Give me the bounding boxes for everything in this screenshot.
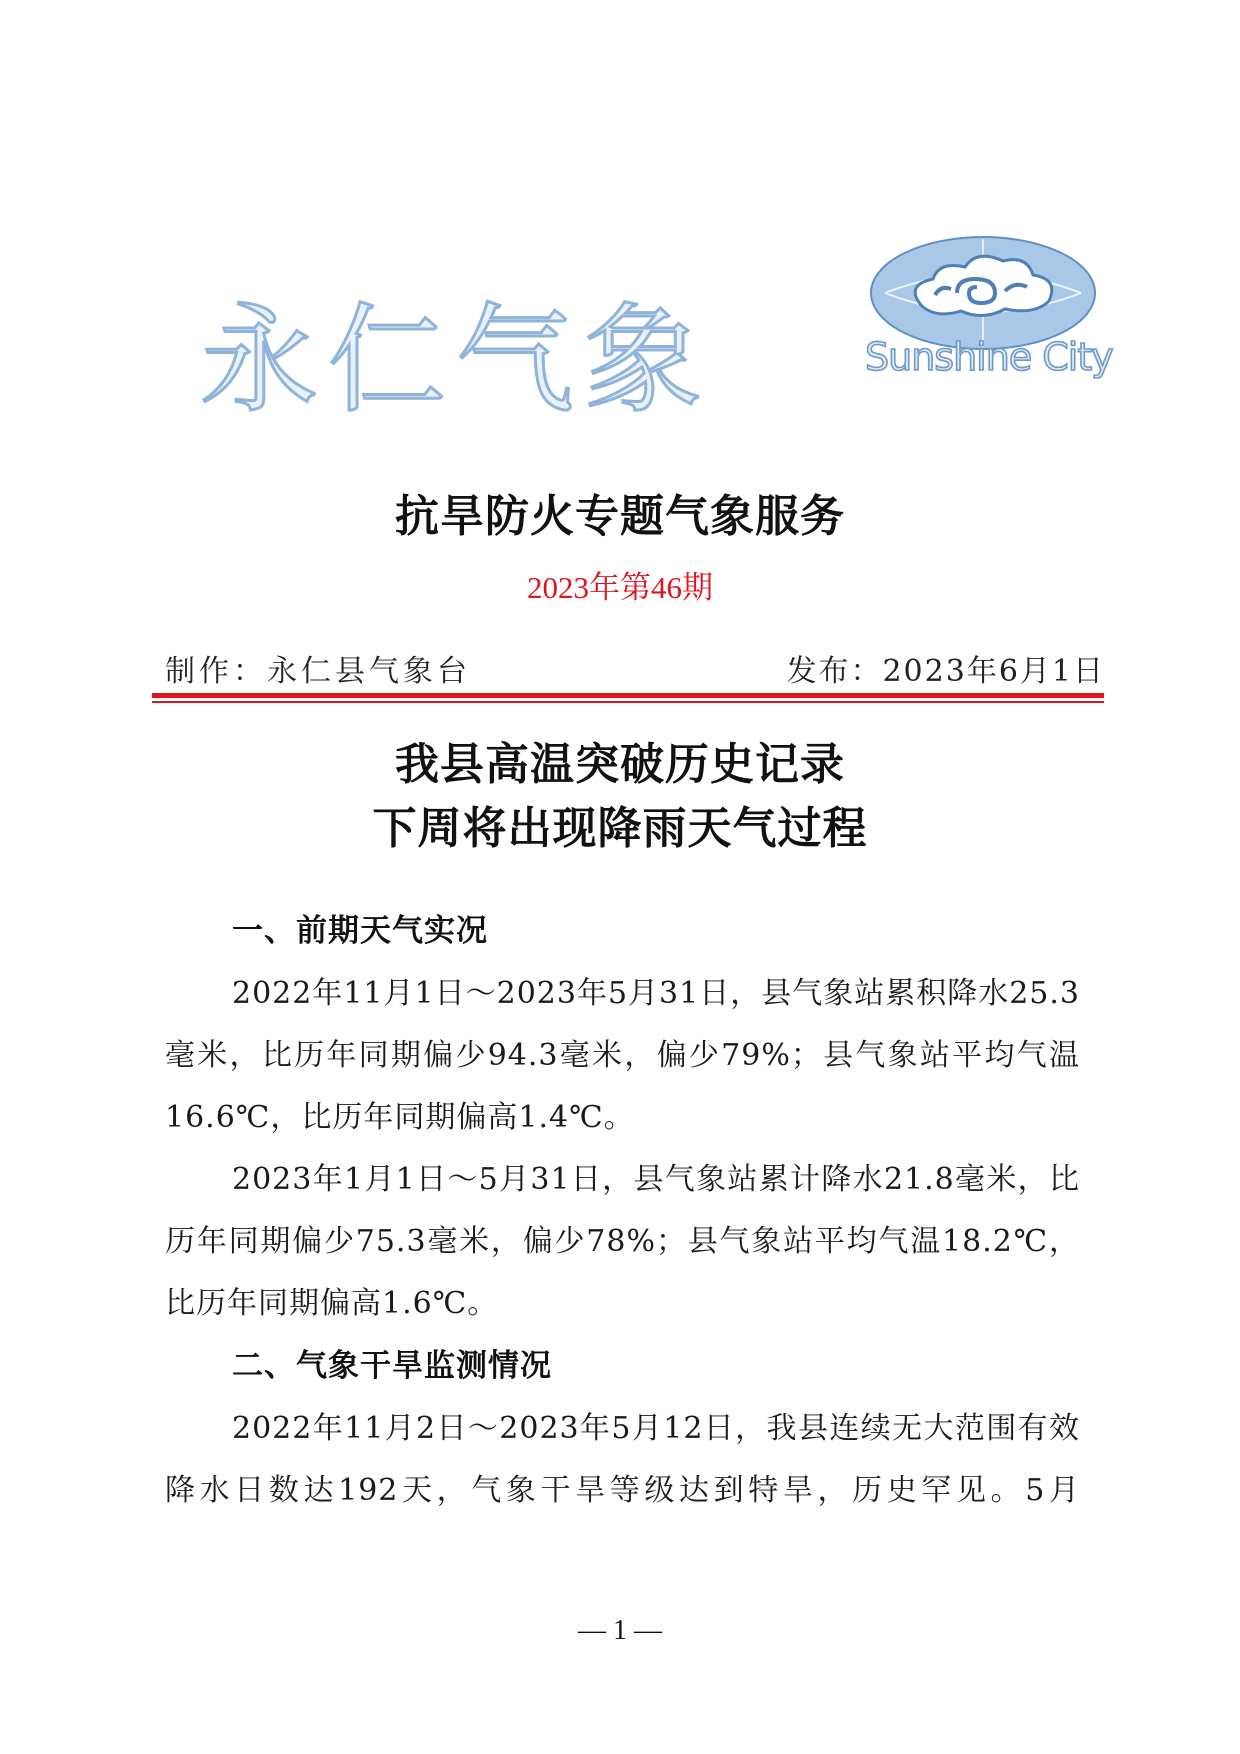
release-date: 发布：2023年6月1日 — [786, 654, 1105, 689]
cloud-emblem-icon — [865, 235, 1113, 410]
section-heading: 二、气象干旱监测情况 — [232, 1348, 552, 1384]
paragraph-line: 降水日数达192天，气象干旱等级达到特旱，历史罕见。5月 — [165, 1473, 1080, 1508]
paragraph-line: 2022年11月1日～2023年5月31日，县气象站累积降水25.3 — [232, 976, 1081, 1011]
masthead-title: 永仁气象 — [200, 291, 713, 429]
meta-row — [165, 646, 1105, 689]
headline-line-2: 下周将出现降雨天气过程 — [372, 803, 868, 854]
paragraph-line: 2023年1月1日～5月31日，县气象站累计降水21.8毫米，比 — [232, 1162, 1080, 1197]
paragraph-line: 历年同期偏少75.3毫米，偏少78%；县气象站平均气温18.2℃， — [165, 1224, 1080, 1259]
producer-label: 制作：永仁县气象台 — [165, 654, 471, 689]
paragraph-line: 比历年同期偏高1.6℃。 — [165, 1286, 499, 1321]
logo-caption: Sunshine City — [865, 335, 1113, 379]
paragraph-line: 2022年11月2日～2023年5月12日，我县连续无大范围有效 — [232, 1411, 1080, 1446]
sunshine-city-logo — [865, 235, 1113, 410]
section-heading: 一、前期天气实况 — [232, 913, 488, 949]
headline-line-1: 我县高温突破历史记录 — [395, 739, 845, 790]
bulletin-title: 抗旱防火专题气象服务 — [395, 491, 845, 542]
issue-number: 2023年第46期 — [527, 570, 713, 605]
header-rule-thin — [152, 701, 1104, 703]
masthead — [200, 235, 1113, 435]
paragraph-line: 16.6℃，比历年同期偏高1.4℃。 — [165, 1100, 635, 1135]
paragraph-line: 毫米，比历年同期偏少94.3毫米，偏少79%；县气象站平均气温 — [165, 1038, 1080, 1073]
header-rule-thick — [152, 693, 1104, 698]
page-number: — 1 — — [578, 1615, 662, 1646]
